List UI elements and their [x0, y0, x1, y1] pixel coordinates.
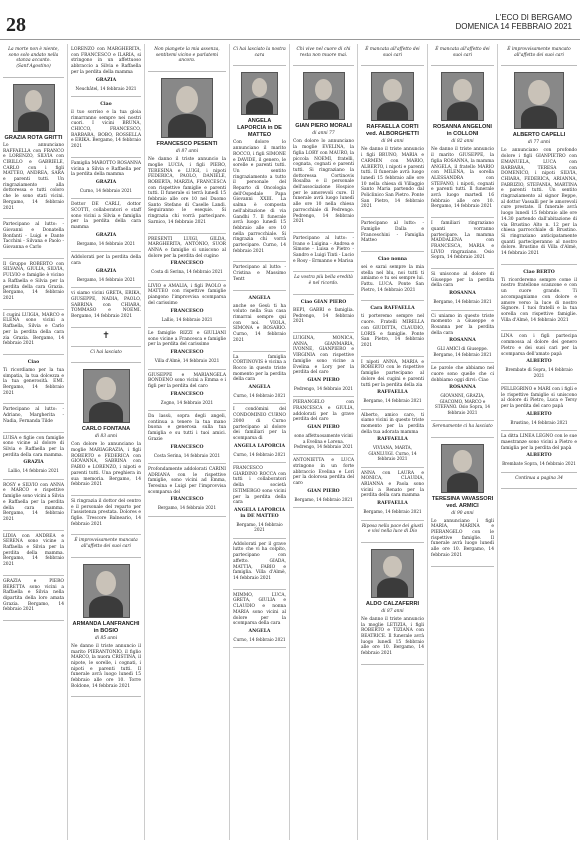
deceased-age: di 85 anni: [94, 635, 118, 641]
notice-block: [148, 328, 226, 370]
notice-block: [71, 347, 141, 364]
notice-heading: Ciao BERTO: [523, 269, 555, 275]
notice-name: ROSANNA: [449, 385, 476, 391]
notice-text: vi siamo vicini GRETA, ERIKA, GIUSEPPE, NADIA, PAOLO, SABRINA con CHIARA, TOMMASO e NOEMI. Bergamo, 14 febbraio 2021: [71, 291, 141, 319]
notice-block: [71, 158, 141, 200]
notice-block: [293, 44, 354, 66]
notice-text: Addolorati per la perdita della cara: [71, 255, 141, 266]
deceased-name: ALDO CALZAFERRI: [365, 600, 420, 607]
notice-heading: Cara RAFFAELLA: [370, 306, 415, 312]
portrait-head: [252, 78, 267, 97]
notice-block: [148, 44, 226, 72]
notice-block: [233, 262, 286, 290]
notice-place-date: Curno, 14 febbraio 2021: [233, 636, 286, 642]
notice-block: [293, 66, 354, 233]
notice-place-date: Curno, 14 febbraio 2021: [233, 393, 286, 399]
notice-name: ALBERTO: [526, 411, 552, 417]
notice-name: GRAZIA: [95, 268, 117, 274]
notice-block: [3, 78, 64, 219]
notice-heading: Ciao: [100, 101, 112, 107]
notice-text: ROSY e SILVIO con ANNA e MARCO e rispettive famiglie sono vicini a Silvia e Raffaella per la perdita della cara mamma. Bergamo, 14 febbraio 2021: [3, 482, 64, 522]
notice-name: RAFFAELLA: [377, 390, 408, 396]
portrait-head: [383, 556, 401, 578]
deceased-age: di 87 anni: [175, 149, 199, 155]
notice-block: [71, 288, 141, 328]
notice-block: [501, 44, 577, 66]
notice-block: [431, 218, 494, 269]
notice-name: ANGELA LAPORCIA: [233, 443, 286, 449]
notice-block: [148, 281, 226, 328]
notice-block: [3, 355, 64, 405]
portrait-body: [447, 473, 478, 493]
portrait-body: [246, 98, 273, 115]
notice-block: [361, 468, 424, 521]
notice-text: PELLEGRINO e MARI con i figli e le rispettive famiglie si uniscono al dolore di Pietro, Luca e Tersy per la perdita del caro papà: [501, 387, 577, 410]
notice-place-date: Villa d'Almè, 14 febbraio 2021: [154, 358, 220, 364]
deceased-age: di 90 anni: [451, 510, 474, 516]
notice-quote: È improvvisamente mancata all'affetto dei suoi cari: [74, 538, 138, 550]
portrait-head: [25, 90, 43, 111]
issue-date: DOMENICA 14 FEBBRAIO 2021: [455, 22, 572, 31]
notice-block: [71, 496, 141, 536]
notice-name: FRANCESCO: [170, 391, 204, 397]
notice-block: [3, 433, 64, 480]
notice-block: [293, 233, 354, 273]
notice-text: MIMMO, LUCA, GRETA, GIULIA e CLAUDIO e nonna MARIA sono vicini al dolore per la scomparsa della cara: [233, 592, 286, 627]
notice-quote: Riposa nella pace dei giusti e vivi nella luce di Dio: [361, 523, 424, 535]
portrait-head: [528, 80, 549, 105]
notice-place-date: Curno, 14 febbraio 2021: [79, 187, 133, 193]
portrait-photo: [371, 72, 414, 121]
page-number: 28: [6, 14, 26, 36]
notice-name: ANGELA: [248, 385, 271, 391]
notice-place-date: Bergamo, 14 febbraio 2021: [363, 509, 422, 515]
notice-text: Lo annunciano i figli MARIA, MARINA e PIERANGELO con le rispettive famiglie. Il funerale avrà luogo lunedì alle ore 10. Bergamo, 14 febbraio 2021: [431, 518, 494, 558]
deceased-name: GIAN PIERO MORALI: [295, 123, 352, 130]
deceased-age: di 87 anni: [381, 608, 404, 614]
column-2: [68, 44, 145, 840]
notice-name: RAFFAELLA: [377, 501, 408, 507]
column-1: [0, 44, 68, 840]
notice-place-date: Lallio, 14 febbraio 2021: [161, 316, 213, 322]
notice-text: LIVIO e AMALIA, i figli PAOLO e MATTEO con rispettive famiglie piangono l'improvvisa scomparsa del carissimo: [148, 283, 226, 306]
notice-text: Con dolore lo annunciano la moglie MARIAGRAZIA, i figli ROBERTO e FEDERICA con GIOVANNA, SABRINA con FABIO e LORENZO, i nipoti e parenti tutti. Una preghiera in sua memoria. Bergamo, 14 febbraio 2021: [71, 442, 141, 488]
notice-text: anche se Gesù ti ha voluto nella Sua casa rimarrai sempre qui con noi. VIOLA, SIMONA e ROSARIO. Curno, 14 febbraio 2021: [233, 303, 286, 343]
notice-quote: Continua a pagina 34: [515, 475, 563, 481]
notice-text: Ne danno il triste annuncio la moglie LUCIA, i figli PIERO, TERESINA e LUIGI, i nipoti FEDERICA, PAOLO, DANIELE, ROBERTA, MARZIA, FRANCESCA con rispettive famiglie e parenti tutti. Il funerale si terrà lunedì 15 febbraio alle ore 10 nel Duomo Santo Stefano di Caselle Landi. Seguiranno le esequie. Si ringrazia chi vorrà partecipare. Sarnico, 14 febbraio 2021: [148, 157, 226, 225]
notice-text: I cugini LUIGIA, MARCO e ELENA sono vicini a Raffaella, Silvia e Carlo per la perdita della cara zia Grazia. Bergamo, 14 febbraio 2021: [3, 312, 64, 347]
notice-block: [233, 590, 286, 649]
notice-place-date: Lallio, 14 febbraio 2021: [8, 468, 59, 474]
deceased-name: GRAZIA ROTA GRITTI: [4, 134, 63, 141]
notice-block: [431, 421, 494, 438]
portrait-body: [308, 101, 338, 120]
notice-block: [71, 97, 141, 158]
notice-text: Ti ricorderemo sempre come il nostro fratellone scanzone e con un cuore grande. Ti accompagniamo con dolore e amore verso la luce di nostro Signore. I tuoi fratelli e la tua sorella con rispettive famiglie. Villa d'Almè, 14 febbraio 2021: [501, 277, 577, 323]
portrait-body: [168, 114, 206, 138]
notice-block: [361, 218, 424, 252]
notice-block: [148, 411, 226, 464]
notice-text: Profondamente addolorati CARINI ADRIANA con le rispettive famiglie, sono vicini ad Emma, Teresina e Luigi per l'improvvisa scomparsa del: [148, 466, 226, 495]
notice-name: GIAN PIERO: [307, 488, 340, 494]
notice-name: ROSANNA: [449, 291, 476, 297]
notice-text: GRAZIA e PIERO BERETTA sono vicini a Raffaella e Silvia nella dipartita della loro amata Grazia. Bergamo, 14 febbraio 2021: [3, 578, 64, 613]
deceased-age: di 82 anni: [451, 139, 474, 145]
notice-block: [3, 310, 64, 355]
notice-name: FRANCESCO: [170, 497, 204, 503]
notice-quote: È improvvisamente mancato all'affetto dei suoi cari: [507, 47, 571, 58]
portrait-photo: [441, 444, 484, 493]
notice-text: Ne danno il triste annuncio il marito GIUSEPPE, la figlia ROSANNA, la mamma ANGELA, il fratello MARIO con MILENA, la sorella ALESSANDRA con STEFANO, i nipoti, cognati e parenti tutti. Il funerale avrà luogo martedì 16 febbraio alle ore 10. Bergamo, 14 febbraio 2021: [431, 147, 494, 210]
portrait-photo: [161, 78, 213, 138]
notice-text: La famiglia CORTINOVIS è vicina a Rocco in questo triste momento per la perdita della cara: [233, 354, 286, 383]
notice-block: [293, 455, 354, 508]
notice-block: [3, 219, 64, 259]
notice-text: Con dolore lo annunciano il marito ROCCO, i figli SIMONE e DAVIDE, il genero, le sorelle e parenti tutti. Un sentito ringraziamento a tutto il personale del Reparto di Oncologia dell'Ospedale Papa Giovanni XXIII. La salma è composta nell'abitazione di via Gandhi 7. Il funerale avrà luogo lunedì 15 febbraio alle ore 10 nella parrocchiale. Si ringrazia chi vorrà partecipare. Curno, 14 febbraio 2021: [233, 140, 286, 254]
notice-text: Si ringrazia il dottor del centro e il personale del reparto per l'assistenza prestata. Dolores e figlie. Trescore Balneario, 14 febbraio 2021: [71, 498, 141, 527]
deceased-age: di 77 anni: [527, 140, 551, 146]
notice-block: [71, 363, 141, 496]
notice-quote: La vostra più bella eredità è nel ricordo.: [294, 275, 353, 287]
notice-block: [361, 301, 424, 356]
portrait-body: [447, 102, 478, 122]
notice-quote: È mancata all'affetto dei suoi cari: [435, 47, 490, 58]
notice-block: [233, 44, 286, 66]
notice-text: il tuo sorriso e la tua gioia rimarranno sempre nei nostri cuori. I vicini BRUNA, CHICCO, FRANCESCO, BARBARA, BOBO, ROSSELLA e ERIKA. Bergamo, 14 febbraio 2021: [71, 109, 141, 150]
notice-quote: La morte non è niente, sono solo andato nella stanza accanto. (Sant'Agostino): [8, 47, 59, 70]
notice-name: GRAZIA: [95, 77, 117, 83]
notice-name: FRANCESCO: [170, 308, 204, 314]
notice-text: Ne danno il triste annuncio la moglie LETIZIA, i figli ROBERTO e TIZIANA con BEATRICE. Il funerale avrà luogo lunedì 15 febbraio alle ore 10. Bergamo, 14 febbraio 2021: [361, 616, 424, 657]
portrait-head: [96, 571, 116, 595]
notice-block: [431, 44, 494, 66]
notice-text: BEPI, GABRI e famiglia. Pedrengo, 14 febbraio 2021: [293, 307, 354, 325]
notice-place-date: Brembate di Sopra, 14 febbraio 2021: [505, 367, 573, 378]
notice-place-date: sono affettuosamente vicini a Evelina e Lorena. Pedrengo, 14 febbraio 2021: [293, 433, 354, 449]
notice-block: [361, 66, 424, 218]
notice-block: [233, 463, 286, 539]
notice-name: GRAZIA: [95, 232, 117, 238]
notice-text: ti porteremo sempre nel cuore. Fratelli MIRELLA con GIUDITTA, CLAUDIO, LORIS e famiglie. Ponte San Pietro, 14 febbraio 2021: [361, 314, 424, 348]
notice-place-date: Neuchâtel, 14 febbraio 2021: [75, 85, 137, 91]
notice-name: GRAZIA: [23, 460, 44, 466]
notice-place-date: Pedrengo, 14 febbraio 2021: [293, 385, 354, 391]
notice-block: [233, 66, 286, 262]
notice-block: [361, 357, 424, 410]
notice-name: ALBERTO: [526, 453, 552, 459]
notice-place-date: Brustino, 14 febbraio 2021: [510, 419, 568, 425]
notice-block: [71, 199, 141, 252]
notice-block: [233, 352, 286, 405]
notice-block: [148, 370, 226, 412]
notice-name: FRANCESCO: [170, 261, 204, 267]
notice-text: FRANCESCO GIARDINO ROCCA con tutti i collaboratori della società ISTIMERGO sono vicini per la perdita della cara: [233, 466, 286, 506]
notice-block: [431, 363, 494, 421]
notice-block: [148, 234, 226, 281]
notice-name: FRANCESCO: [170, 444, 204, 450]
notice-block: [361, 543, 424, 665]
notice-name: GRAZIA: [95, 179, 117, 185]
notice-block: [148, 72, 226, 233]
notice-name: GIAN PIERO: [307, 425, 340, 431]
notice-heading: Ciao nonna: [377, 256, 408, 262]
notice-block: [361, 521, 424, 543]
portrait-photo: [514, 72, 564, 129]
notice-block: [501, 66, 577, 264]
notice-place-date: GIOVANNI, GRAZIA, GIACOMO, MARCO e STEFANO. Osio Sopra, 14 febbraio 2021: [434, 393, 491, 415]
column-5: [290, 44, 358, 840]
deceased-name: RAFFAELLA CORTI ved. ALBORGHETTI: [366, 124, 419, 138]
notice-block: [293, 272, 354, 294]
notice-block: [148, 464, 226, 517]
notice-block: [361, 252, 424, 302]
notice-text: Lo annunciano con profondo dolore i figli GIANPIETRO con EMANUELA, LUCA con BARBARA, TERESA con DOMENICO, i nipoti SILVIA, CHIARA, FEDERICA, ARIANNA, FABRIZIO, STEFANIA, MARTINA e parenti tutti. Un sentito ringraziamento al signor Beppe, al dottor Vassalli per le amorevoli cure prestate. Il funerale avrà luogo lunedì 15 febbraio alle ore 14.30 partendo dall'abitazione di via Brustino Alto n. 12 per la chiesa parrocchiale di Brustino. Si ringraziano anticipatamente quanti parteciperanno al nostro dolore. Brustino di Villa d'Almè, 14 febbraio 2021: [501, 148, 577, 257]
notice-block: [3, 480, 64, 531]
notice-text: Ti ricordiamo per la tua simpatia, la tua dolcezza e la tua generosità. EMI. Bergamo, 14 febbraio 2021: [3, 367, 64, 396]
notice-text: Dottor DE CARLI, dottor SCOTTI, collaboratori e staff sono vicini a Silvia e famiglia per la perdita della cara mamma: [71, 202, 141, 231]
notice-block: [71, 535, 141, 557]
notice-quote: Ci hai lasciato la nostra cara: [233, 47, 286, 58]
notice-block: [501, 473, 577, 490]
notice-block: [431, 66, 494, 218]
notice-block: [501, 431, 577, 473]
notice-quote: Ci hai lasciato: [90, 349, 122, 355]
portrait-photo: [441, 72, 484, 121]
portrait-body: [89, 402, 123, 424]
notice-text: ANNA con LAURA e MONICA, CLAUDIA, ARIANNA e Paola sono vicini a Renato per la perdita della cara mamma: [361, 470, 424, 499]
notice-text: Ne danno il triste annuncio i figli BRUNO, MARIA e CARMEN con MARIO, ALBERTO, i nipoti e parenti tutti. Il funerale avrà luogo lunedì 15 febbraio alle ore 10 nella chiesa di Villaggio Santo Maria partendo dal Policlinico San Pietro. Ponte San Pietro, 14 febbraio 2021: [361, 147, 424, 210]
notice-name: FRANCESCO: [170, 350, 204, 356]
notice-name: ROSANNA: [449, 338, 476, 344]
notice-block: [293, 333, 354, 397]
notice-block: [3, 531, 64, 576]
notice-heading: ANGELA: [248, 295, 271, 301]
notice-place-date: Brembate Sopra, 14 febbraio 2021: [502, 461, 576, 467]
notice-text: LORENZO con MARGHERITA, con FRANCESCO e ILARIA, si stringono in un affettuoso abbraccio a Silvia e Raffaella per la perdita della mamma: [71, 47, 141, 75]
notice-quote: Chi vive nel cuore di chi resta non muore mai.: [296, 47, 351, 58]
deceased-name: FRANCESCO PESENTI: [156, 141, 218, 148]
notice-quote: Serenamente ci ha lasciato: [432, 423, 493, 429]
notice-place-date: Costa Serina, 14 febbraio 2021: [153, 452, 221, 458]
notice-block: [431, 438, 494, 567]
notice-place-date: Costa di Serina, 14 febbraio 2021: [151, 269, 223, 275]
notice-name: ANGELA: [248, 628, 271, 634]
notice-text: PIERANGELO con FRANCESCA e GIULIA, addolorati per la grave perdita del caro: [293, 400, 354, 423]
notice-block: [71, 252, 141, 288]
notice-block: [71, 558, 141, 698]
portrait-photo: [83, 564, 130, 618]
notice-place-date: GLI AMICI di Giuseppe. Bergamo, 14 febbraio 2021: [433, 346, 492, 357]
portrait-body: [377, 102, 408, 122]
portrait-body: [521, 106, 557, 129]
notice-name: RAFFAELLA: [377, 437, 408, 443]
notice-text: PRESENTI LUIGI, GILDA, MARGHERITA, ANTONIO, SUOR ANNA e famiglie si uniscono al dolore per la perdita del cugino: [148, 236, 226, 259]
notice-block: [233, 291, 286, 352]
notice-text: LUISA e figlie con famiglie sono vicine al dolore di Silvia e Raffaella per la perdita della cara mamma.: [3, 435, 64, 458]
notice-place-date: Bergamo, 14 febbraio 2021: [433, 299, 492, 305]
deceased-name: TERESINA VAVASSORI ved. ARMICI: [431, 495, 494, 509]
notice-text: Con dolore lo annunciano la moglie EVELINA, la figlia LORY con MAURO, la piccola NOEMI, fratelli, cognata, cognati e parenti tutti. Si ringraziano la dottoressa Cortinovis Rosalba e il personale dell'associazione Hospice per le amorevoli cure. Il funerale avrà luogo lunedì alle ore 10 nella chiesa parrocchiale di Pedrengo. Pedrengo, 14 febbraio 2021: [293, 139, 354, 225]
notice-text: Alberto, amico caro, ti siamo vicini in questo triste momento per la perdita della tua adorata mamma: [361, 412, 424, 435]
notice-block: [3, 404, 64, 432]
notice-name: ANGELA LAPORCIA in DE MATTEO: [233, 507, 286, 519]
notice-block: [361, 410, 424, 468]
notice-text: Le parole che abbiamo nel cuore sono quelle che ci dobbiamo oggi dirvi: Ciao: [431, 366, 494, 383]
notice-text: Famiglia MAROTTO ROSANNA vicina a Silvia e Raffaella per la perdita della mamma: [71, 160, 142, 178]
notice-block: [501, 384, 577, 431]
masthead: [456, 13, 573, 31]
notice-block: [3, 259, 64, 310]
notice-place-date: Bergamo, 14 febbraio 2021: [363, 398, 422, 404]
notice-text: Partecipano al lutto: - Cristina e Massimo Tentt: [233, 265, 286, 282]
portrait-head: [176, 86, 198, 113]
notice-block: [233, 539, 286, 590]
portrait-head: [453, 450, 471, 472]
notice-text: Il Gruppo ROBERTO con SILVANA, GIULIA, SILVIA, FULVIO e famiglie è vicino a Raffaella e Silvia per la perdita della cara Grazia. Bergamo, 14 febbraio 2021: [3, 261, 64, 301]
portrait-head: [96, 377, 116, 401]
notice-name: GIAN PIERO: [307, 377, 340, 383]
deceased-age: di anni 77: [312, 131, 335, 137]
notice-heading: Ciao: [27, 359, 40, 365]
notice-place-date: Curno, 14 febbraio 2021: [233, 451, 286, 457]
deceased-name: CARLO FONTANA: [81, 426, 131, 433]
notice-place-date: Bergamo, 14 febbraio 2021: [236, 521, 283, 533]
paper-name: L'ECO DI BERGAMO: [495, 13, 572, 22]
notice-text: I condòmini del CONDOMINIO CURNO 2000 di Curno partecipano al dolore dei familiari per la scomparsa di: [233, 407, 286, 441]
notice-heading: Ciao GIAN PIERO: [300, 299, 347, 305]
notice-text: Partecipano al lutto: - Famiglie Dalla e Franceschini - Famiglia Matteo: [361, 221, 424, 244]
notice-block: [361, 44, 424, 66]
notice-block: [501, 265, 577, 332]
deceased-age: di 83 anni: [94, 434, 118, 440]
notice-block: [71, 44, 141, 97]
portrait-body: [89, 596, 123, 618]
notice-block: [293, 397, 354, 455]
deceased-age: di 84 anni: [381, 139, 404, 145]
portrait-photo: [13, 84, 55, 132]
notice-text: LUIGINA, MONICA, ANNA, GIANMARIA, IVONNE, GIANPIERO e VIRGINIA con rispettive famiglie sono vicine a Evelina e Lory per la perdita del caro: [293, 335, 354, 376]
notice-text: ANTONIETTA e LUCA stringono in un forte abbraccio Evelina e Lori per la dolorosa perdita del caro: [293, 458, 354, 487]
notice-block: [3, 44, 64, 78]
column-8: [498, 44, 580, 840]
notice-text: Le famiglie RIZZI e GIULIANI sono vicine a Francesca e famiglie per la perdita del carissimo: [148, 330, 226, 348]
notice-text: Da lassù, sopra degli angeli, continua a tenere la tua mano buona e generosa sulla tua famiglia e su tutti i tuoi amici. Grazie: [148, 414, 226, 442]
cross-icon: ✝: [102, 330, 110, 341]
notice-block: [431, 269, 494, 311]
portrait-head: [453, 79, 471, 101]
portrait-body: [377, 578, 408, 598]
notice-text: Ne danno il triste annuncio il marito PIERANTONIO, il figlio MARCO, la nuora CRISTINA, il nipote, le sorelle, i cognati, i nipoti e parenti tutti. Il funerale avrà luogo lunedì 15 febbraio alle ore 10. Torre Boldone, 14 febbraio 2021: [71, 643, 141, 689]
notice-text: La ditta LINEA LEGNO con le sue maestranze sono vicini a Pietro e famiglia per la perdita del papà: [501, 434, 577, 451]
notice-text: Partecipano al lutto: - Ivano e Luigina - Andrea e Simone - Luisa e Pietro - Sandro e Luigi Tinti - Lucio e Rosy - Ermanno e Marisa: [293, 235, 355, 264]
deceased-name: ANGELA LAPORCIA in DE MATTEO: [237, 118, 282, 139]
notice-text: LINA con i figli partecipa commossa al dolore dei genero Pietro e dei suoi cari per la scomparsa dell'amato papà: [501, 334, 577, 357]
notice-text: Partecipano al lutto: - Giovanni e Donatella Bonfanti - Luigi e Dante Tacchini - Silvana e Paolo - Giovanna e Carlo: [3, 222, 64, 251]
notice-block: [233, 404, 286, 463]
notice-place-date: Zogno, 14 febbraio 2021: [160, 399, 214, 405]
deceased-name: ROSANNA ANGELONI in COLLONI: [433, 124, 492, 138]
column-3: [145, 44, 230, 840]
notice-place-date: VIVIANA, MARTA, GIANLUIGI. Curno, 14 febbraio 2021: [368, 445, 417, 462]
page-header: [0, 0, 580, 40]
notice-text: LIDIA con ANDREA e SERENA sono vicine a Raffaella e Silvia per la perdita della mamma. Bergamo, 14 febbraio 2021: [3, 533, 64, 568]
notice-place-date: Bergamo, 14 febbraio 2021: [76, 276, 136, 282]
portrait-body: [18, 112, 48, 131]
notice-text: Lo annunciano RAFFAELLA con FRANCO e LORENZO, SILVIA con CIRILLO e GABRIELE, CARLO con i figli MATTEO, ANDREA, SARA e parenti tutti. Un ringraziamento alla dottoressa e tutti coloro che le sono stati vicini. Bergamo, 14 febbraio 2021: [3, 142, 64, 211]
notice-block: [431, 311, 494, 364]
notice-text: GIUSEPPE e MARIANGELA BONDENO sono vicini a Emma e i figli per la perdita del caro: [148, 372, 226, 389]
notice-text: Si uniscono al dolore di Giuseppe per la perdita della cara: [431, 272, 494, 289]
notice-text: Ci uniamo in questo triste momento a Giuseppe e Rosanna per la perdita della cara: [431, 313, 494, 336]
notice-quote: È mancata all'affetto dei suoi cari: [365, 47, 420, 58]
notice-text: sei e sarai sempre la mia stella nel blu, noi tutti ti amiamo e tu sei sempre lui. Fattu. LUCA. Ponte San Pietro, 14 febbraio 2021: [361, 264, 424, 293]
portrait-head: [315, 79, 333, 100]
notice-place-date: Bergamo, 14 febbraio 2021: [76, 240, 136, 246]
notice-quote: Non piangete la mia assenza, sentitemi vicino e parlatemi ancora.: [154, 47, 220, 64]
portrait-head: [383, 79, 401, 101]
notice-block: [3, 576, 64, 621]
notice-block: [71, 328, 141, 347]
deceased-name: ARMANDA LANFRANCHI in BOSIO: [72, 620, 140, 634]
notice-text: Addolorati per il grave lutto che vi ha colpito, partecipano con affetto. GIADA, MATTIA, FABIO e famiglia. Villa d'Almè, 14 febbraio 2021: [233, 541, 286, 581]
portrait-photo: [371, 549, 414, 598]
portrait-photo: [241, 72, 278, 115]
notice-text: Partecipano al lutto: - Adriano, Margherita - Nadia, Fernanda Tilde: [3, 407, 64, 424]
notice-place-date: Bergamo, 14 febbraio 2021: [294, 496, 353, 502]
notice-text: I nipoti ANNA, MARIA e ROBERTO con le rispettive famiglie partecipano al dolore dei cugini e parenti tutti per la perdita della zia: [361, 359, 424, 388]
column-7: [428, 44, 498, 840]
deceased-name: ALBERTO CAPELLI: [512, 132, 566, 139]
notice-place-date: Bergamo, 14 febbraio 2021: [157, 505, 217, 511]
notice-name: ALBERTO: [526, 359, 552, 365]
column-6: [358, 44, 428, 840]
column-4: [230, 44, 290, 840]
notice-block: [501, 331, 577, 384]
notice-text: I familiari ringraziano quanti vorranno partecipare. La mamma MADDALENA con FRANCESCA, MARIA e LIVIO ringraziano. Osio Sopra, 14 febbraio 2021: [431, 221, 494, 261]
notice-block: [293, 295, 354, 333]
portrait-photo: [83, 369, 130, 423]
portrait-photo: [303, 72, 345, 120]
